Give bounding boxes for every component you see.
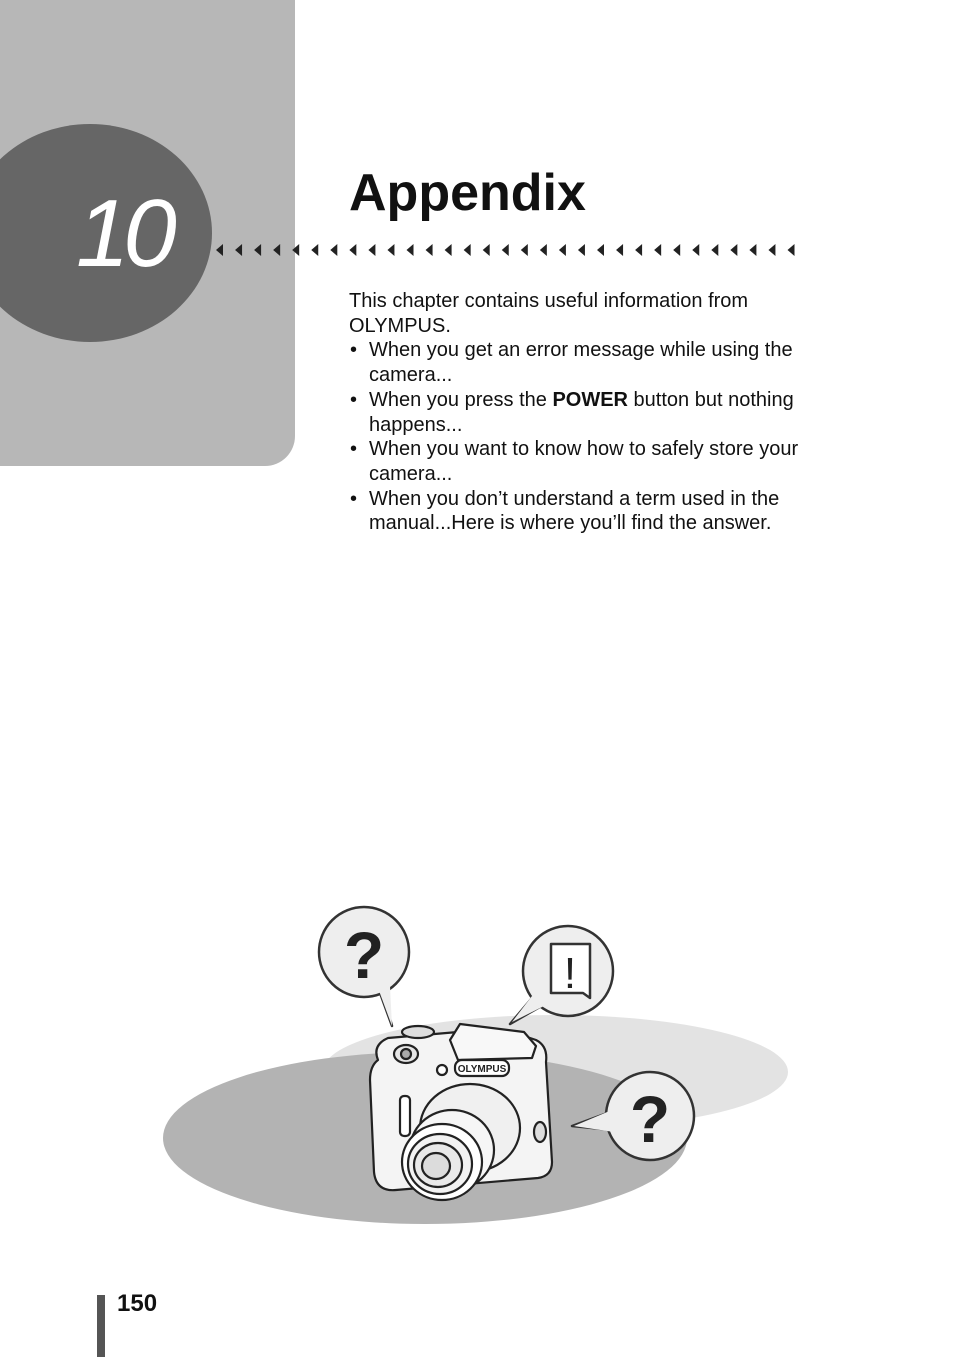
arrow-left-icon xyxy=(407,244,414,256)
arrow-left-icon xyxy=(673,244,680,256)
question-bubble-icon xyxy=(319,907,409,1026)
list-item: • When you press the POWER button but nothing happens... xyxy=(350,388,794,436)
exclamation-bubble-icon xyxy=(510,926,613,1024)
arrow-left-icon xyxy=(254,244,261,256)
bullet-icon: • xyxy=(350,388,358,411)
page-number: 150 xyxy=(117,1290,158,1317)
arrow-left-icon xyxy=(235,244,242,256)
camera-icon xyxy=(370,1024,552,1200)
arrow-left-icon xyxy=(349,244,356,256)
arrow-left-icon xyxy=(426,244,433,256)
arrow-left-icon xyxy=(711,244,718,256)
arrow-left-icon xyxy=(368,244,375,256)
arrow-left-icon xyxy=(292,244,299,256)
arrow-left-icon xyxy=(311,244,318,256)
chapter-title: Appendix xyxy=(349,164,586,222)
list-item: • When you want to know how to safely store your camera... xyxy=(350,438,799,485)
bullet-icon: • xyxy=(350,339,358,362)
arrow-left-icon xyxy=(692,244,699,256)
arrow-left-icon xyxy=(597,244,604,256)
intro-lead: This chapter contains useful information from OLYMPUS. xyxy=(349,290,749,337)
chapter-number: 10 xyxy=(76,180,171,287)
list-item: • When you don’t understand a term used in the manual...Here is where you’ll find the answer. xyxy=(350,487,780,535)
arrow-left-icon xyxy=(654,244,661,256)
arrow-divider xyxy=(213,241,803,259)
arrow-left-icon xyxy=(768,244,775,256)
arrow-left-icon xyxy=(387,244,394,256)
arrow-left-icon xyxy=(730,244,737,256)
exclamation-text: ! xyxy=(563,949,577,998)
bullet-icon: • xyxy=(350,487,358,510)
arrow-left-icon xyxy=(330,244,337,256)
chapter-intro xyxy=(349,289,804,536)
arrow-left-icon xyxy=(216,244,223,256)
intro-bullet-list xyxy=(349,338,804,536)
arrow-left-icon xyxy=(521,244,528,256)
arrow-left-icon xyxy=(273,244,280,256)
arrow-left-icon xyxy=(445,244,452,256)
arrow-left-icon xyxy=(635,244,642,256)
arrow-left-icon xyxy=(559,244,566,256)
bullet-icon: • xyxy=(350,438,358,461)
page-number-bar xyxy=(97,1295,105,1357)
arrow-left-icon xyxy=(540,244,547,256)
power-label: POWER xyxy=(552,388,628,411)
arrow-left-icon xyxy=(464,244,471,256)
arrow-left-icon xyxy=(616,244,623,256)
arrow-left-icon xyxy=(483,244,490,256)
arrow-left-icon xyxy=(578,244,585,256)
camera-illustration xyxy=(160,900,800,1230)
question-mark-right-text: ? xyxy=(629,1082,671,1156)
question-mark-text: ? xyxy=(343,918,385,992)
arrow-left-icon xyxy=(788,244,795,256)
list-item: • When you get an error message while using the camera... xyxy=(350,339,793,387)
arrow-left-icon xyxy=(749,244,756,256)
camera-brand-label: OLYMPUS xyxy=(457,1064,507,1075)
arrow-left-icon xyxy=(502,244,509,256)
